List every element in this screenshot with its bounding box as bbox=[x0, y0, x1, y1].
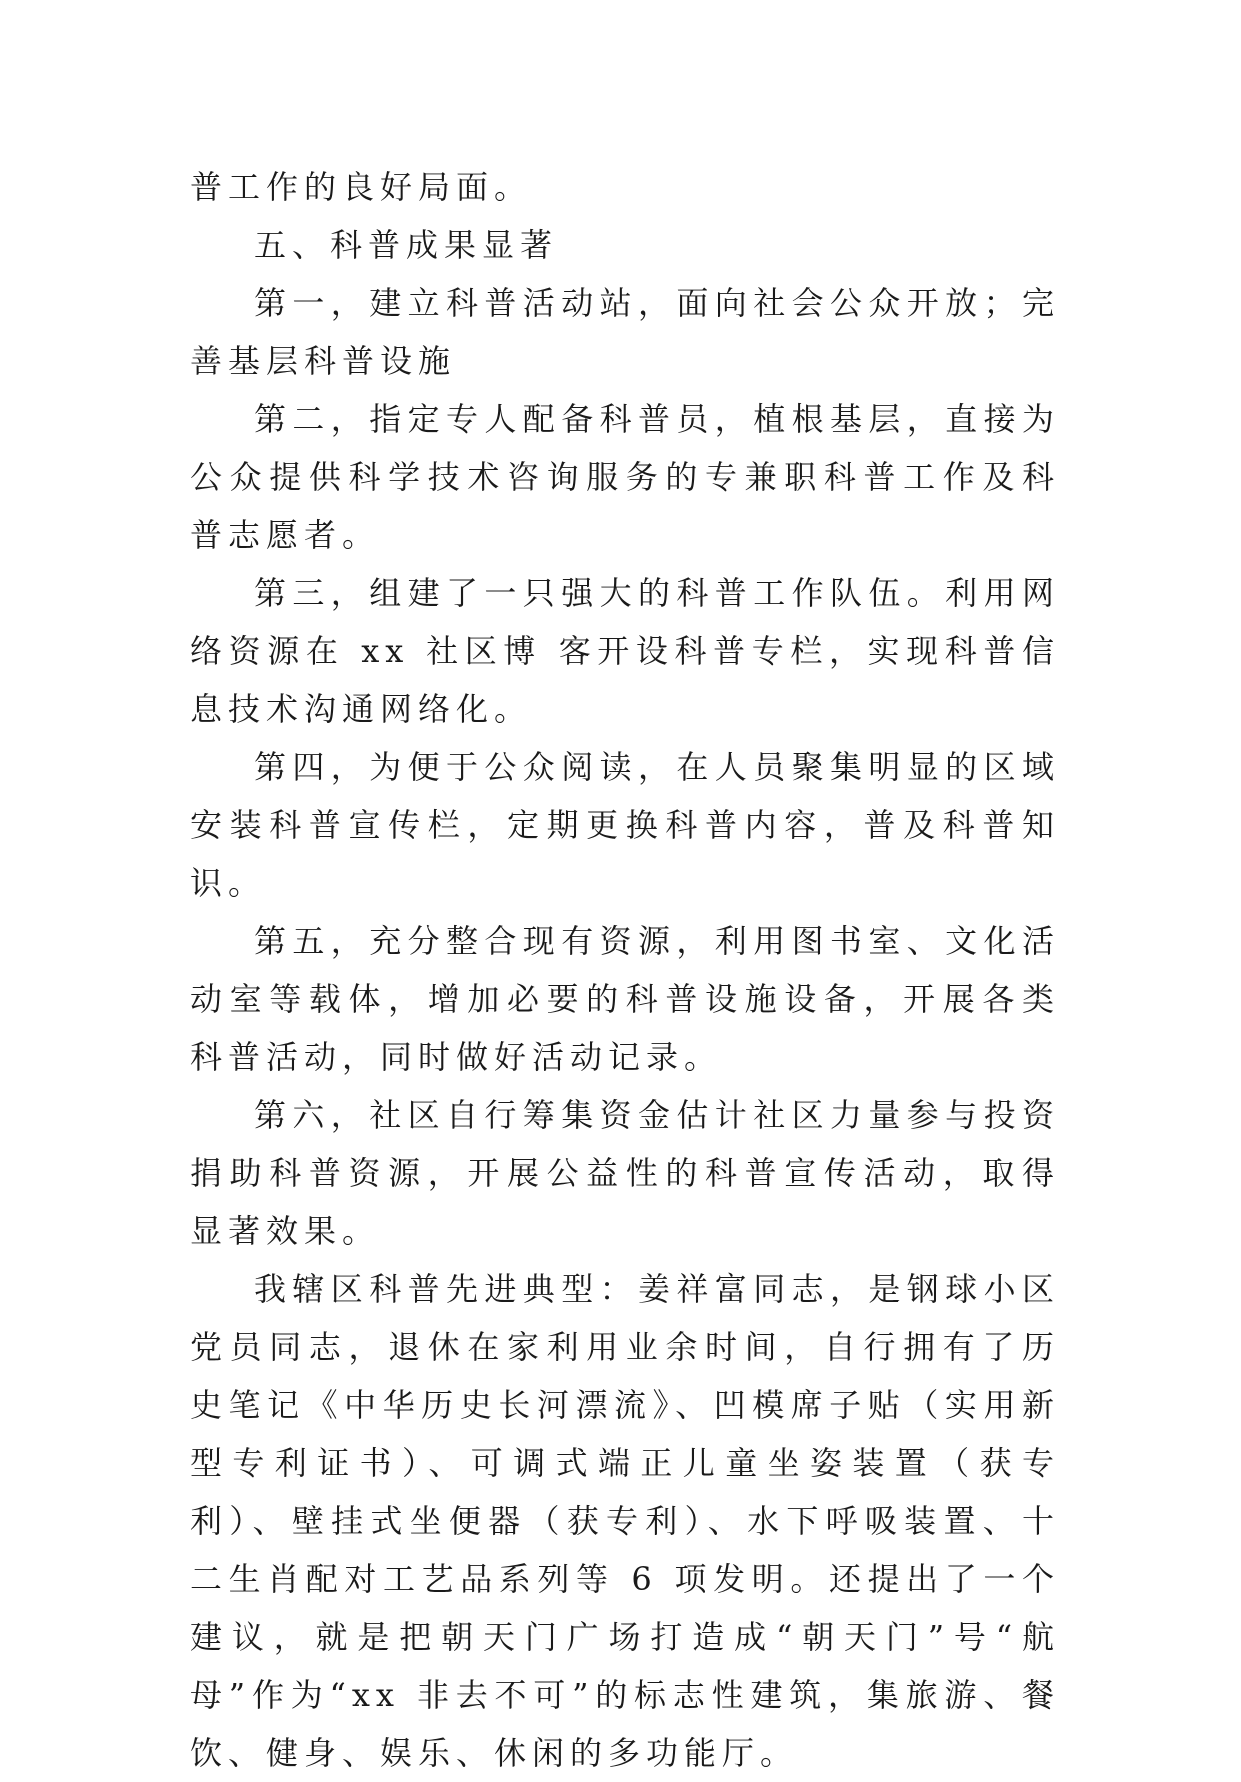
paragraph-fourth: 第四，为便于公众阅读，在人员聚集明显的区域安装科普宣传栏，定期更换科普内容，普及科普知识。 bbox=[190, 748, 1060, 902]
paragraph-first: 第一，建立科普活动站，面向社会公众开放；完善基层科普设施 bbox=[190, 284, 1060, 380]
document-body bbox=[190, 158, 1060, 1782]
paragraph-continuation: 普工作的良好局面。 bbox=[190, 168, 533, 206]
paragraph-second: 第二，指定专人配备科普员，植根基层，直接为公众提供科学技术咨询服务的专兼职科普工作及科普志愿者。 bbox=[190, 400, 1060, 554]
paragraph-fifth: 第五，充分整合现有资源，利用图书室、文化活动室等载体，增加必要的科普设施设备，开展各类科普活动，同时做好活动记录。 bbox=[190, 922, 1060, 1076]
section-heading: 五、科普成果显著 bbox=[254, 226, 559, 264]
paragraph-typical-example: 我辖区科普先进典型：姜祥富同志，是钢球小区党员同志，退休在家利用业余时间，自行拥有了历史笔记《中华历史长河漂流》、凹模席子贴（实用新型专利证书）、可调式端正儿童坐姿装置（获专利）、壁挂式坐便器（获专利）、水下呼吸装置、十二生肖配对工艺品系列等 6 项发明。还提出了一个建议，就是把朝天门广场打造成“朝天门”号“航母”作为“xx 非去不可”的标志性建筑，集旅游、餐饮、健身、娱乐、休闲的多功能厅。 bbox=[190, 1270, 1060, 1772]
paragraph-third: 第三，组建了一只强大的科普工作队伍。利用网络资源在 xx 社区博 客开设科普专栏，实现科普信息技术沟通网络化。 bbox=[190, 574, 1060, 728]
paragraph-sixth: 第六，社区自行筹集资金估计社区力量参与投资捐助科普资源，开展公益性的科普宣传活动，取得显著效果。 bbox=[190, 1096, 1060, 1250]
